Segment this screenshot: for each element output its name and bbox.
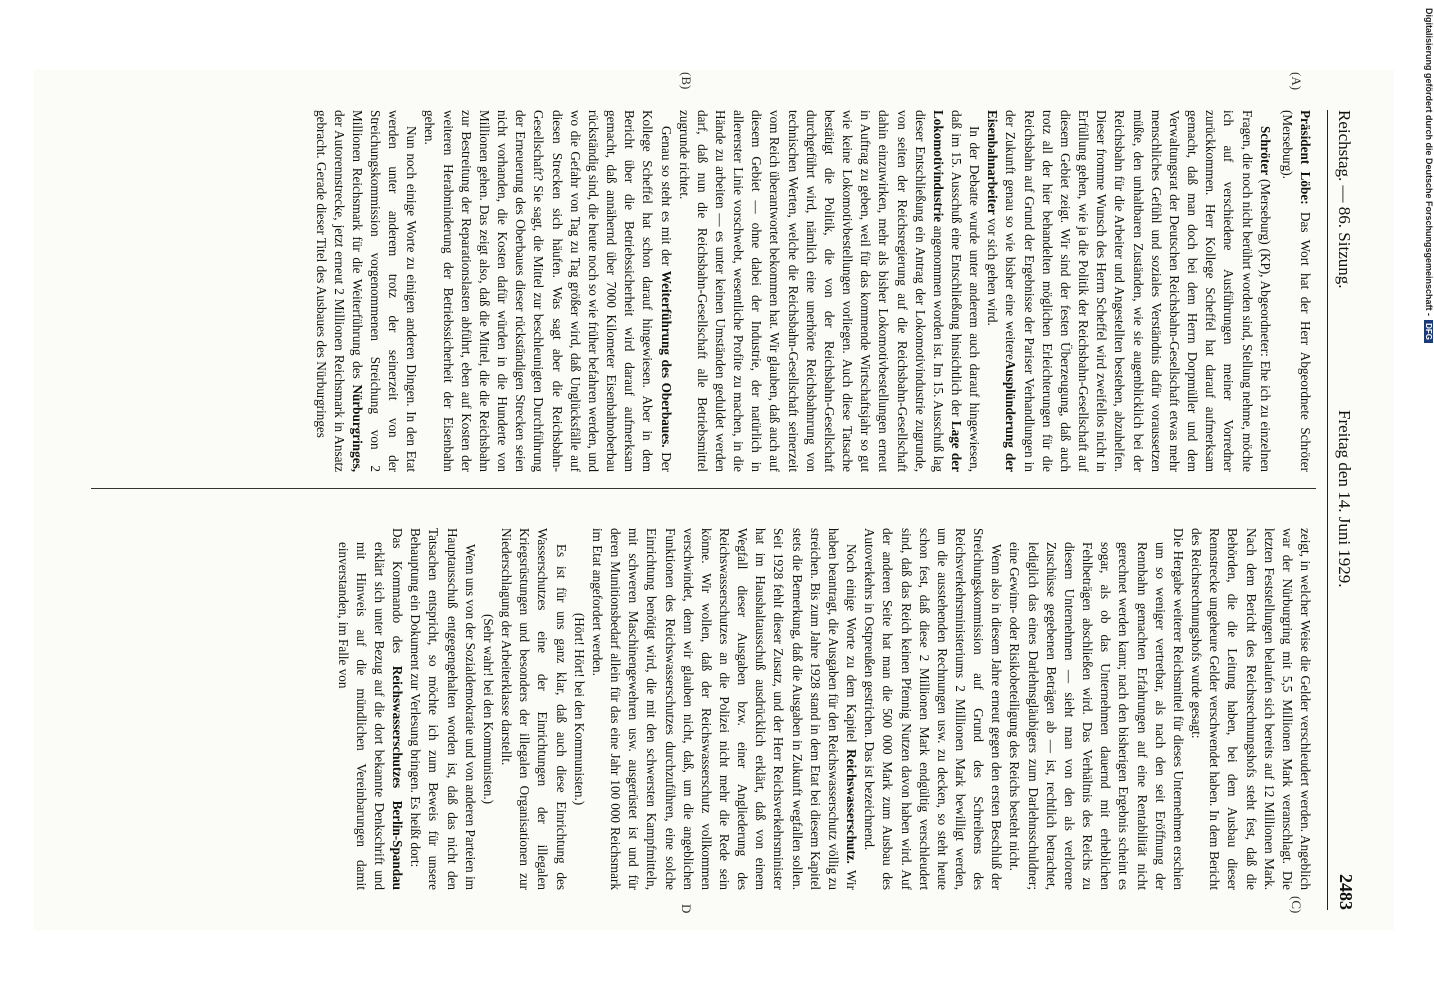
paragraph	[675, 110, 984, 472]
paragraph-text: Genau so steht es mit der	[658, 126, 674, 271]
paragraph-text: erklärt sich unter Bezug auf die dort bekannte Denkschrift und mit Hinweis auf die mündlichen Vereinbarungen damit einverstanden, im Falle von	[335, 542, 388, 890]
paragraph-text: Das Kommando des	[390, 528, 406, 666]
page-header	[1327, 110, 1358, 910]
page-number: 2483	[1336, 874, 1356, 910]
bold-term: Weiterführung des Oberbaues.	[658, 270, 674, 448]
speaker-name-loebe: Präsident Löbe:	[1298, 110, 1313, 205]
paragraph-text: In der Debatte wurde unter anderem auch darauf hingewiesen, daß im 15. Ausschuß eine Entschließung hinsichtlich der	[949, 110, 983, 472]
bold-term: Reichswasserschutzes Berlin-Spandau	[390, 665, 406, 890]
paragraph	[588, 528, 860, 890]
paragraph	[983, 110, 1274, 472]
digitization-note: Digitalisierung gefördert durch die Deutsche Forschungsgemeinschaft -	[1424, 8, 1434, 317]
paragraph-text: Der Kollege Scheffel hat schon darauf hingewiesen. Aber in dem Bericht über die Betriebssicherheit wird darauf aufmerksam gemacht, daß annähernd über 7000 Kilometer Eisenbahnoberbau rückständig sind, die heute noch so wie früher befahren werden, und wo die Gefahr von Tag zu Tag größer wird, daß Unglücksfälle auf diesen Strecken sich häufen. Was sagt aber die Reichsbahn-Gesellschaft? Sie sagt, die Mittel zur beschleunigten Durchführung der Erneuerung des Oberbaues dieser rückständigen Strecken seien nicht vorhanden, die Kosten dafür würden in die Hunderte von Millionen gehen. Das zeigt also, daß die Mittel, die die Reichsbahn zur Bestreitung der Reparationslasten abführt, eben auf Kosten der weiteren Herabminderung der Betriebssicherheit der Eisenbahn gehen.	[422, 110, 674, 472]
margin-marker-b: (B)	[679, 72, 694, 90]
bold-term: Nürburgringes,	[349, 384, 365, 472]
quote-block: Die Hergabe weiterer Reichsmittel für dieses Unternehmen erschien um so weniger vertretbar, als nach den seit Eröffnung der Rennbahn gemachten Erfahrungen auf eine Rentabilität nicht gerechnet werden kann; nach den bisherigen Ergebnis scheint es sogar, als ob das Unternehmen dauernd mit erheblichen Fehlbeträgen abschließen wird. Das Verhältnis des Reichs zu diesem Unternehmen — sieht man von den als verlorene Zuschüsse gegebenen Beträgen ab — ist, rechtlich betrachtet, lediglich das eines Darlehnsgläubigers zum Darlehnsschuldner; eine Gewinn- oder Risikobeteiligung des Reichs besteht nicht.	[1007, 528, 1186, 890]
bold-term: Ausplünderung der Eisenbahnarbeiter	[985, 110, 1019, 472]
header-session: Reichstag. — 86. Sitzung.	[1335, 110, 1354, 289]
bold-term: Reichswasserschutz.	[844, 749, 860, 864]
interjection: (Sehr wahr! bei den Kommunisten.)	[480, 613, 496, 805]
paragraph-text: Noch einige Worte zu dem Kapitel	[844, 544, 860, 750]
interjection: (Hört! Hört! bei den Kommunisten.)	[571, 612, 587, 806]
paragraph-text: Nun noch einige Worte zu einigen anderen Dingen. In den Etat werden unter anderem trotz der seinerzeit von der Streichungskommission vorgenommenen Streichung von 2 Millionen Reichsmark für die Weiterführung des	[349, 110, 420, 472]
paragraph: Wenn uns von der Sozialdemokratie und von anderen Parteien im Hauptausschuß entgegengehalten worden ist, daß das nicht den Tatsachen entspricht, so möchte ich zum Beweis für unsere Behauptung ein Dokument zur Verlesung bringen. Es heißt dort:	[408, 528, 478, 890]
paragraph: Es ist für uns ganz klar, daß auch diese Einrichtung des Wasserschutzes eine der Einrichtungen der illegalen Kriegsrüstungen und besonders der illegalen Organisationen zur Niederschlagung der Arbeiterklasse darstellt.	[499, 528, 569, 890]
paragraph: zeigt, in welcher Weise die Gelder verschleudert werden. Angeblich war der Nürburgring mit 5,5 Millionen Mark veranschlagt. Die letzten Feststellungen belaufen sich bereits auf 12 Millionen Mark. Nach dem Bericht des Reichsrechnungshofs steht fest, daß die Behörden, die die Leitung haben, bei dem Ausbau dieser Rennstrecke ungeheure Gelder verschwendet haben. In dem Bericht des Reichsrechnungshofs wurde gesagt:	[1189, 528, 1313, 890]
column-divider	[91, 488, 1316, 489]
left-column	[94, 110, 1314, 472]
margin-marker-d: D	[679, 904, 694, 914]
paragraph-text: vor sich gehen wird.	[985, 214, 1001, 326]
bold-term: Lage der Lokomotivindustrie	[930, 110, 965, 472]
paragraph	[420, 110, 674, 472]
paragraph-text: (Merseburg) (KP), Abgeordneter: Ehe ich zu einzelnen Fragen, die noch nicht berührt worden sind, Stellung nehme, möchte ich auf verschiedene Ausführungen meiner Vorredner zurückkommen. Herr Kollege Scheffel hat darauf aufmerksam gemacht, daß man doch bei dem Herrn Dorpmüller und dem Verwaltungsrat der Deutschen Reichsbahn-Gesellschaft etwas mehr menschliches Gefühl und soziales Verständnis dafür voraussetzen müßte, den unhaltbaren Zuständen, wie sie augenblicklich bei der Reichsbahn für die Arbeiter und Angestellten bestehen, abzuhelfen. Dieser fromme Wunsch des Herrn Scheffel wird zweifellos nicht in Erfüllung gehen, wie ja die Politik der Reichsbahn-Gesellschaft auf diesem Gebiet zeigt. Wir sind der festen Überzeugung, daß auch trotz all der hier behandelten möglichen Erleichterungen für die Reichsbahn auf Grund der Ergebnisse der Pariser Verhandlungen in der Zukunft genau so wie bisher eine weitere	[1003, 110, 1273, 472]
speaker-intro-text: Das Wort hat der Herr Abgeordnete Schröter (Merseburg).	[1279, 110, 1313, 472]
speaker-intro	[1278, 110, 1314, 472]
right-column	[94, 528, 1314, 890]
digitization-caption	[1416, 8, 1434, 998]
quote-block	[334, 528, 407, 890]
margin-marker-a: (A)	[1289, 72, 1304, 91]
margin-marker-c: (C)	[1289, 896, 1304, 914]
paragraph-text: der Autorennstrecke, jetzt erneut 2 Millionen Reichsmark in Ansatz gebracht. Gerade dieser Titel des Ausbaues des Nürburgringes	[313, 110, 347, 472]
speaker-name-schroeter: Schröter	[1257, 126, 1273, 176]
paragraph-text: Wir haben beantragt, die Ausgaben für den Reichswasserschutz völlig zu streichen. Bis zum Jahre 1928 stand in dem Etat bei diesem Kapitel stets die Bemerkung, daß die Ausgaben in Zukunft wegfallen sollen. Seit 1928 fehlt dieser Zusatz, und der Herr Reichsverkehrsminister hat im Haushaltausschuß ausdrücklich erklärt, daß von einem Wegfall dieser Ausgaben bzw. einer Angliederung des Reichswasserschutzes an die Polizei nicht mehr die Rede sein könne. Wir wollen, daß der Reichswasserschutz vollkommen verschwindet, denn wir glauben nicht, daß, um die angeblichen Funktionen des Reichswasserschutzes durchzuführen, eine solche Einrichtung benötigt wird, die mit den schwersten Kampfmitteln, mit schweren Maschinengewehren usw. ausgerüstet ist und für deren Munitionsbedarf allein für das eine Jahr 100 000 Reichsmark im Etat angefordert werden.	[589, 528, 860, 890]
header-date: Freitag den 14. Juni 1929.	[1335, 410, 1354, 588]
paragraph-text: angenommen worden ist. Im 15. Ausschuß lag dieser Entschließung ein Antrag der Lokomotivindustrie zugrunde, von seiten der Reichsregierung auf die Reichsbahn-Gesellschaft dahin einzuwirken, mehr als bisher Lokomotivbestellungen erneut in Auftrag zu geben, weil für das kommende Wirtschaftsjahr so gut wie keine Lokomotivbestellungen vorliegen. Auch diese Tatsache bestätigt die Politik, die von der Reichsbahn-Gesellschaft durchgeführt wird, nämlich eine unerhörte Reichsbahnrung von technischen Werten, welche die Reichsbahn-Gesellschaft seinerzeit vom Reich überantwortet bekommen hat. Wir glauben, daß auch auf diesem Gebiet — ohne dabei der Industrie, der natürlich in allererster Linie vorschwebt, wesentliche Profite zu machen, in die Hände zu arbeiten — es unter keinen Umständen geduldet werden darf, daß nun die Reichsbahn-Gesellschaft alle Betriebsmittel zugrunde richtet.	[676, 110, 946, 472]
paragraph	[311, 110, 420, 472]
document-page	[34, 70, 1394, 930]
dfg-logo: DFG	[1424, 320, 1433, 343]
paragraph: Wenn also in diesem Jahre erneut gegen den ersten Beschluß der Streichungskommission auf Grund des Schreibens des Reichsverkehrsministeriums 2 Millionen Mark bewilligt werden, um die ausstehenden Rechnungen usw. zu decken, so steht heute schon fest, daß diese 2 Millionen Mark endgültig verschleudert sind, daß das Reich keinen Pfennig Nutzen davon haben wird. Auf der anderen Seite hat man die 500 000 Mark zum Ausbau des Autoverkehrs in Ostpreußen gestrichen. Das ist bezeichnend.	[862, 528, 1005, 890]
